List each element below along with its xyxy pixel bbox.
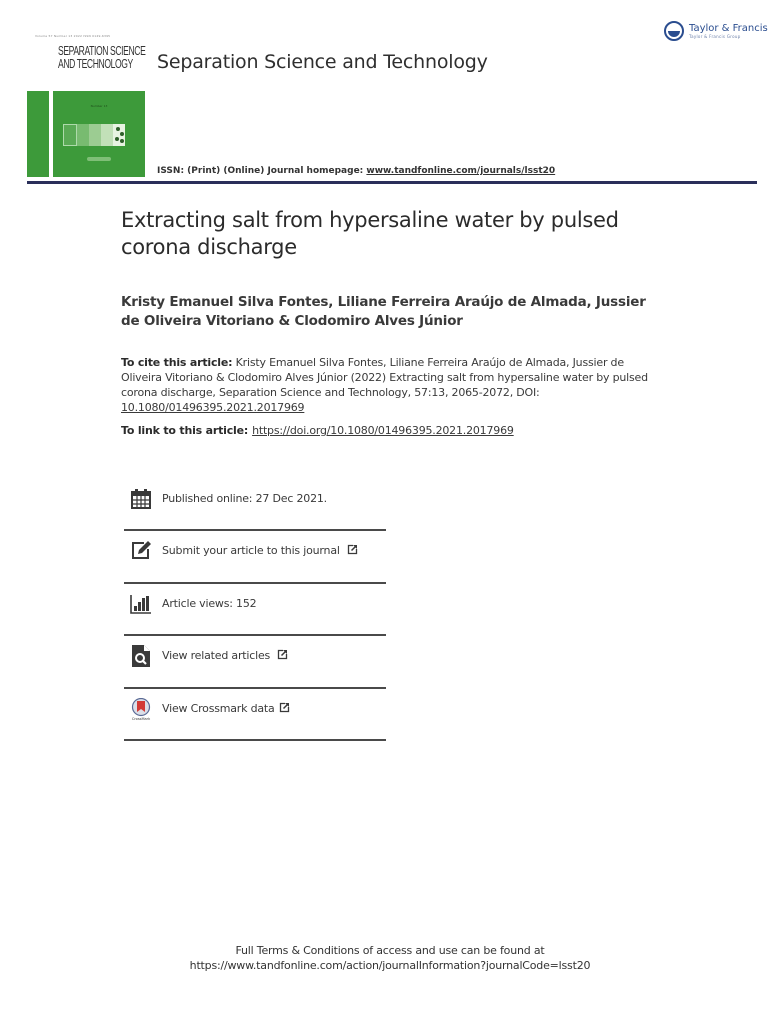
article-title: Extracting salt from hypersaline water by pulsed corona discharge: [121, 208, 619, 259]
view-crossmark-link[interactable]: [124, 689, 386, 742]
journal-cover-spine: [27, 91, 49, 177]
publisher-logo: [664, 21, 768, 41]
footer-terms-text: Full Terms & Conditions of access and use can be found at: [235, 944, 545, 957]
cite-doi-link[interactable]: 10.1080/01496395.2021.2017969: [121, 401, 305, 414]
journal-cover-image: [53, 91, 145, 177]
article-authors: Kristy Emanuel Silva Fontes, Liliane Ferreira Araújo de Almada, Jussier de Oliveira Vitoriano & Clodomiro Alves Júnior: [121, 294, 646, 329]
citation-block: [121, 355, 651, 415]
info-published-online: [124, 480, 386, 531]
document-search-icon: [130, 645, 152, 667]
article-link-block: [121, 424, 514, 437]
cover-tiny-text: Volume 57 Number 13 2022 ISSN 0149-6395: [35, 34, 111, 38]
article-info-list: [124, 480, 386, 741]
terms-footer: [0, 943, 780, 973]
cover-volume-label: Number 13: [90, 104, 108, 108]
journal-cover-masthead: [27, 34, 146, 71]
cite-text: Kristy Emanuel Silva Fontes, Liliane Ferreira Araújo de Almada, Jussier de Oliveira Vitoriano & Clodomiro Alves Júnior (2022) Extracting salt from hypersaline water by pulsed corona discharge, Separation Science and Technology, 57:13, 2065-2072, DOI:: [121, 356, 648, 399]
link-label: To link to this article:: [121, 424, 249, 437]
submit-article-label: Submit your article to this journal: [162, 544, 340, 557]
journal-homepage-link[interactable]: www.tandfonline.com/journals/lsst20: [366, 166, 556, 176]
issn-label: ISSN: (Print) (Online) Journal homepage:: [157, 166, 367, 176]
view-related-articles-link[interactable]: [124, 636, 386, 689]
external-link-icon: [279, 702, 290, 713]
info-article-views: [124, 584, 386, 637]
submit-article-link[interactable]: [124, 531, 386, 584]
cover-graphic: [63, 124, 125, 146]
edit-icon: [130, 540, 152, 562]
external-link-icon: [347, 544, 358, 555]
cover-title-line1: SEPARATION SCIENCE: [58, 43, 146, 58]
bar-chart-icon: [130, 593, 152, 615]
crossmark-icon: [130, 698, 152, 720]
header-divider: [27, 181, 757, 184]
journal-name: Separation Science and Technology: [157, 51, 488, 73]
publisher-name: Taylor & Francis: [689, 22, 768, 34]
svg-text:CrossMark: CrossMark: [131, 716, 151, 721]
view-related-articles-label: View related articles: [162, 649, 271, 662]
cover-title-line2: AND TECHNOLOGY: [58, 56, 133, 71]
calendar-icon: [130, 488, 152, 510]
cover-publisher-logo: [87, 157, 111, 161]
external-link-icon: [277, 649, 288, 660]
published-online-label: Published online: 27 Dec 2021.: [162, 492, 327, 505]
article-doi-link[interactable]: https://doi.org/10.1080/01496395.2021.2017969: [252, 424, 514, 437]
article-views-label: Article views: 152: [162, 596, 257, 610]
view-crossmark-label: View Crossmark data: [162, 701, 275, 715]
issn-line: [157, 166, 555, 176]
cite-label: To cite this article:: [121, 356, 233, 369]
cover-title: [58, 43, 146, 71]
publisher-subtitle: Taylor & Francis Group: [689, 33, 741, 39]
footer-terms-url[interactable]: https://www.tandfonline.com/action/journalInformation?journalCode=lsst20: [189, 959, 591, 972]
taylor-francis-lamp-icon: [664, 21, 684, 41]
